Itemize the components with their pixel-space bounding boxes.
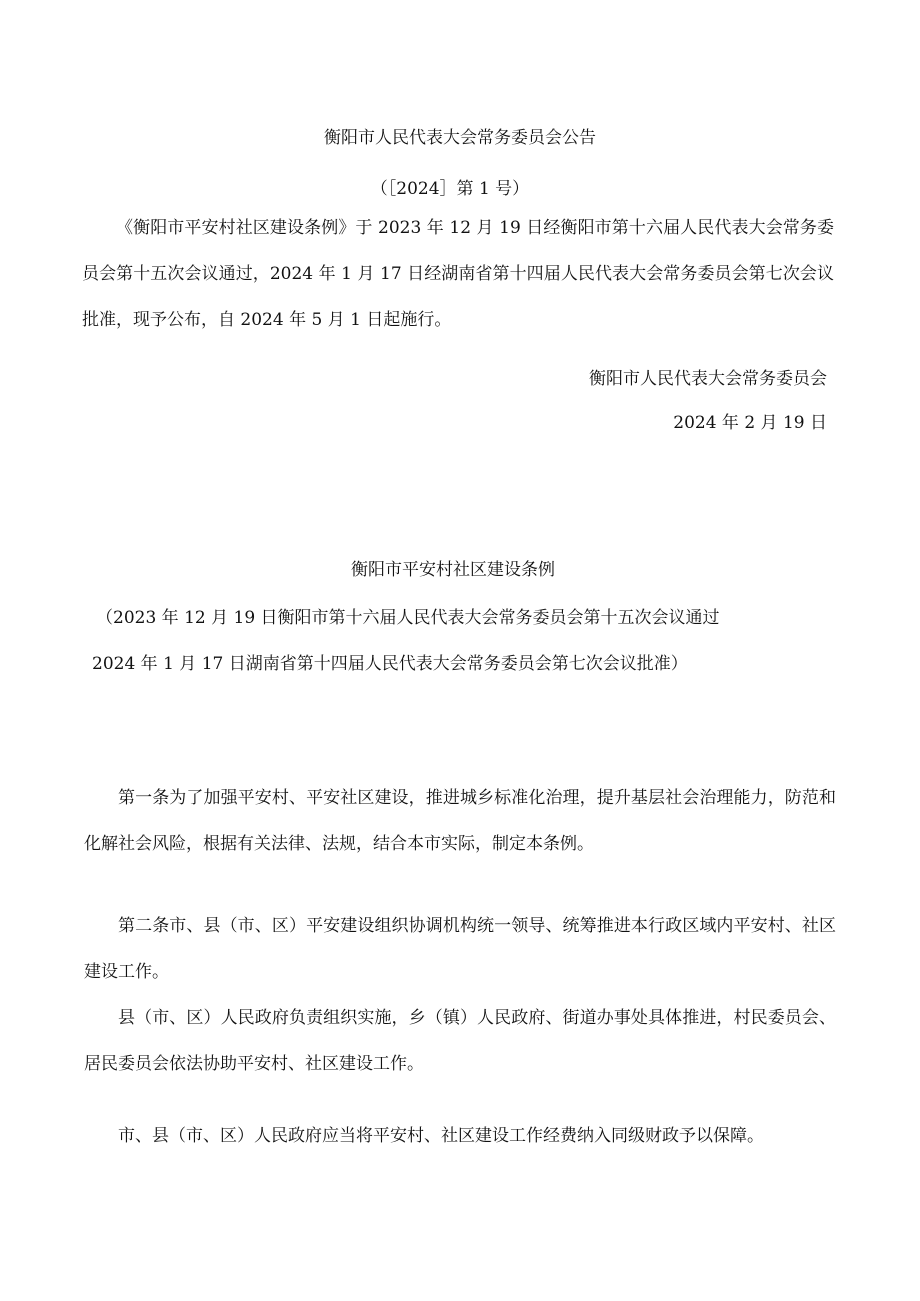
announcement-title: 衡阳市人民代表大会常务委员会公告	[324, 128, 596, 148]
announcement-body: 《衡阳市平安村社区建设条例》于 2023 年 12 月 19 日经衡阳市第十六届人民代表大会常务委员会第十五次会议通过，2024 年 1 月 17 日经湖南省第十四届人民代表大会常务委员会第七次会议批准，现予公布，自 2024 年 5 月 1 日起施行。	[82, 218, 834, 330]
regulation-title: 衡阳市平安村社区建设条例	[351, 560, 555, 580]
regulation-approval-note: 2024 年 1 月 17 日湖南省第十四届人民代表大会常务委员会第七次会议批准）	[92, 654, 688, 674]
announcement-date: 2024 年 2 月 19 日	[673, 413, 827, 433]
article-2-paragraph-2: 县（市、区）人民政府负责组织实施，乡（镇）人民政府、街道办事处具体推进，村民委员会、居民委员会依法协助平安村、社区建设工作。	[84, 1008, 836, 1074]
article-2-paragraph-3: 市、县（市、区）人民政府应当将平安村、社区建设工作经费纳入同级财政予以保障。	[118, 1126, 764, 1146]
announcement-number: （［2024］第 1 号）	[370, 179, 530, 199]
regulation-adoption-note: （2023 年 12 月 19 日衡阳市第十六届人民代表大会常务委员会第十五次会议通过	[96, 608, 720, 628]
announcement-signature: 衡阳市人民代表大会常务委员会	[589, 369, 827, 389]
article-1: 第一条为了加强平安村、平安社区建设，推进城乡标准化治理，提升基层社会治理能力，防范和化解社会风险，根据有关法律、法规，结合本市实际，制定本条例。	[84, 788, 836, 854]
article-2-paragraph-1: 第二条市、县（市、区）平安建设组织协调机构统一领导、统筹推进本行政区域内平安村、社区建设工作。	[84, 916, 836, 982]
